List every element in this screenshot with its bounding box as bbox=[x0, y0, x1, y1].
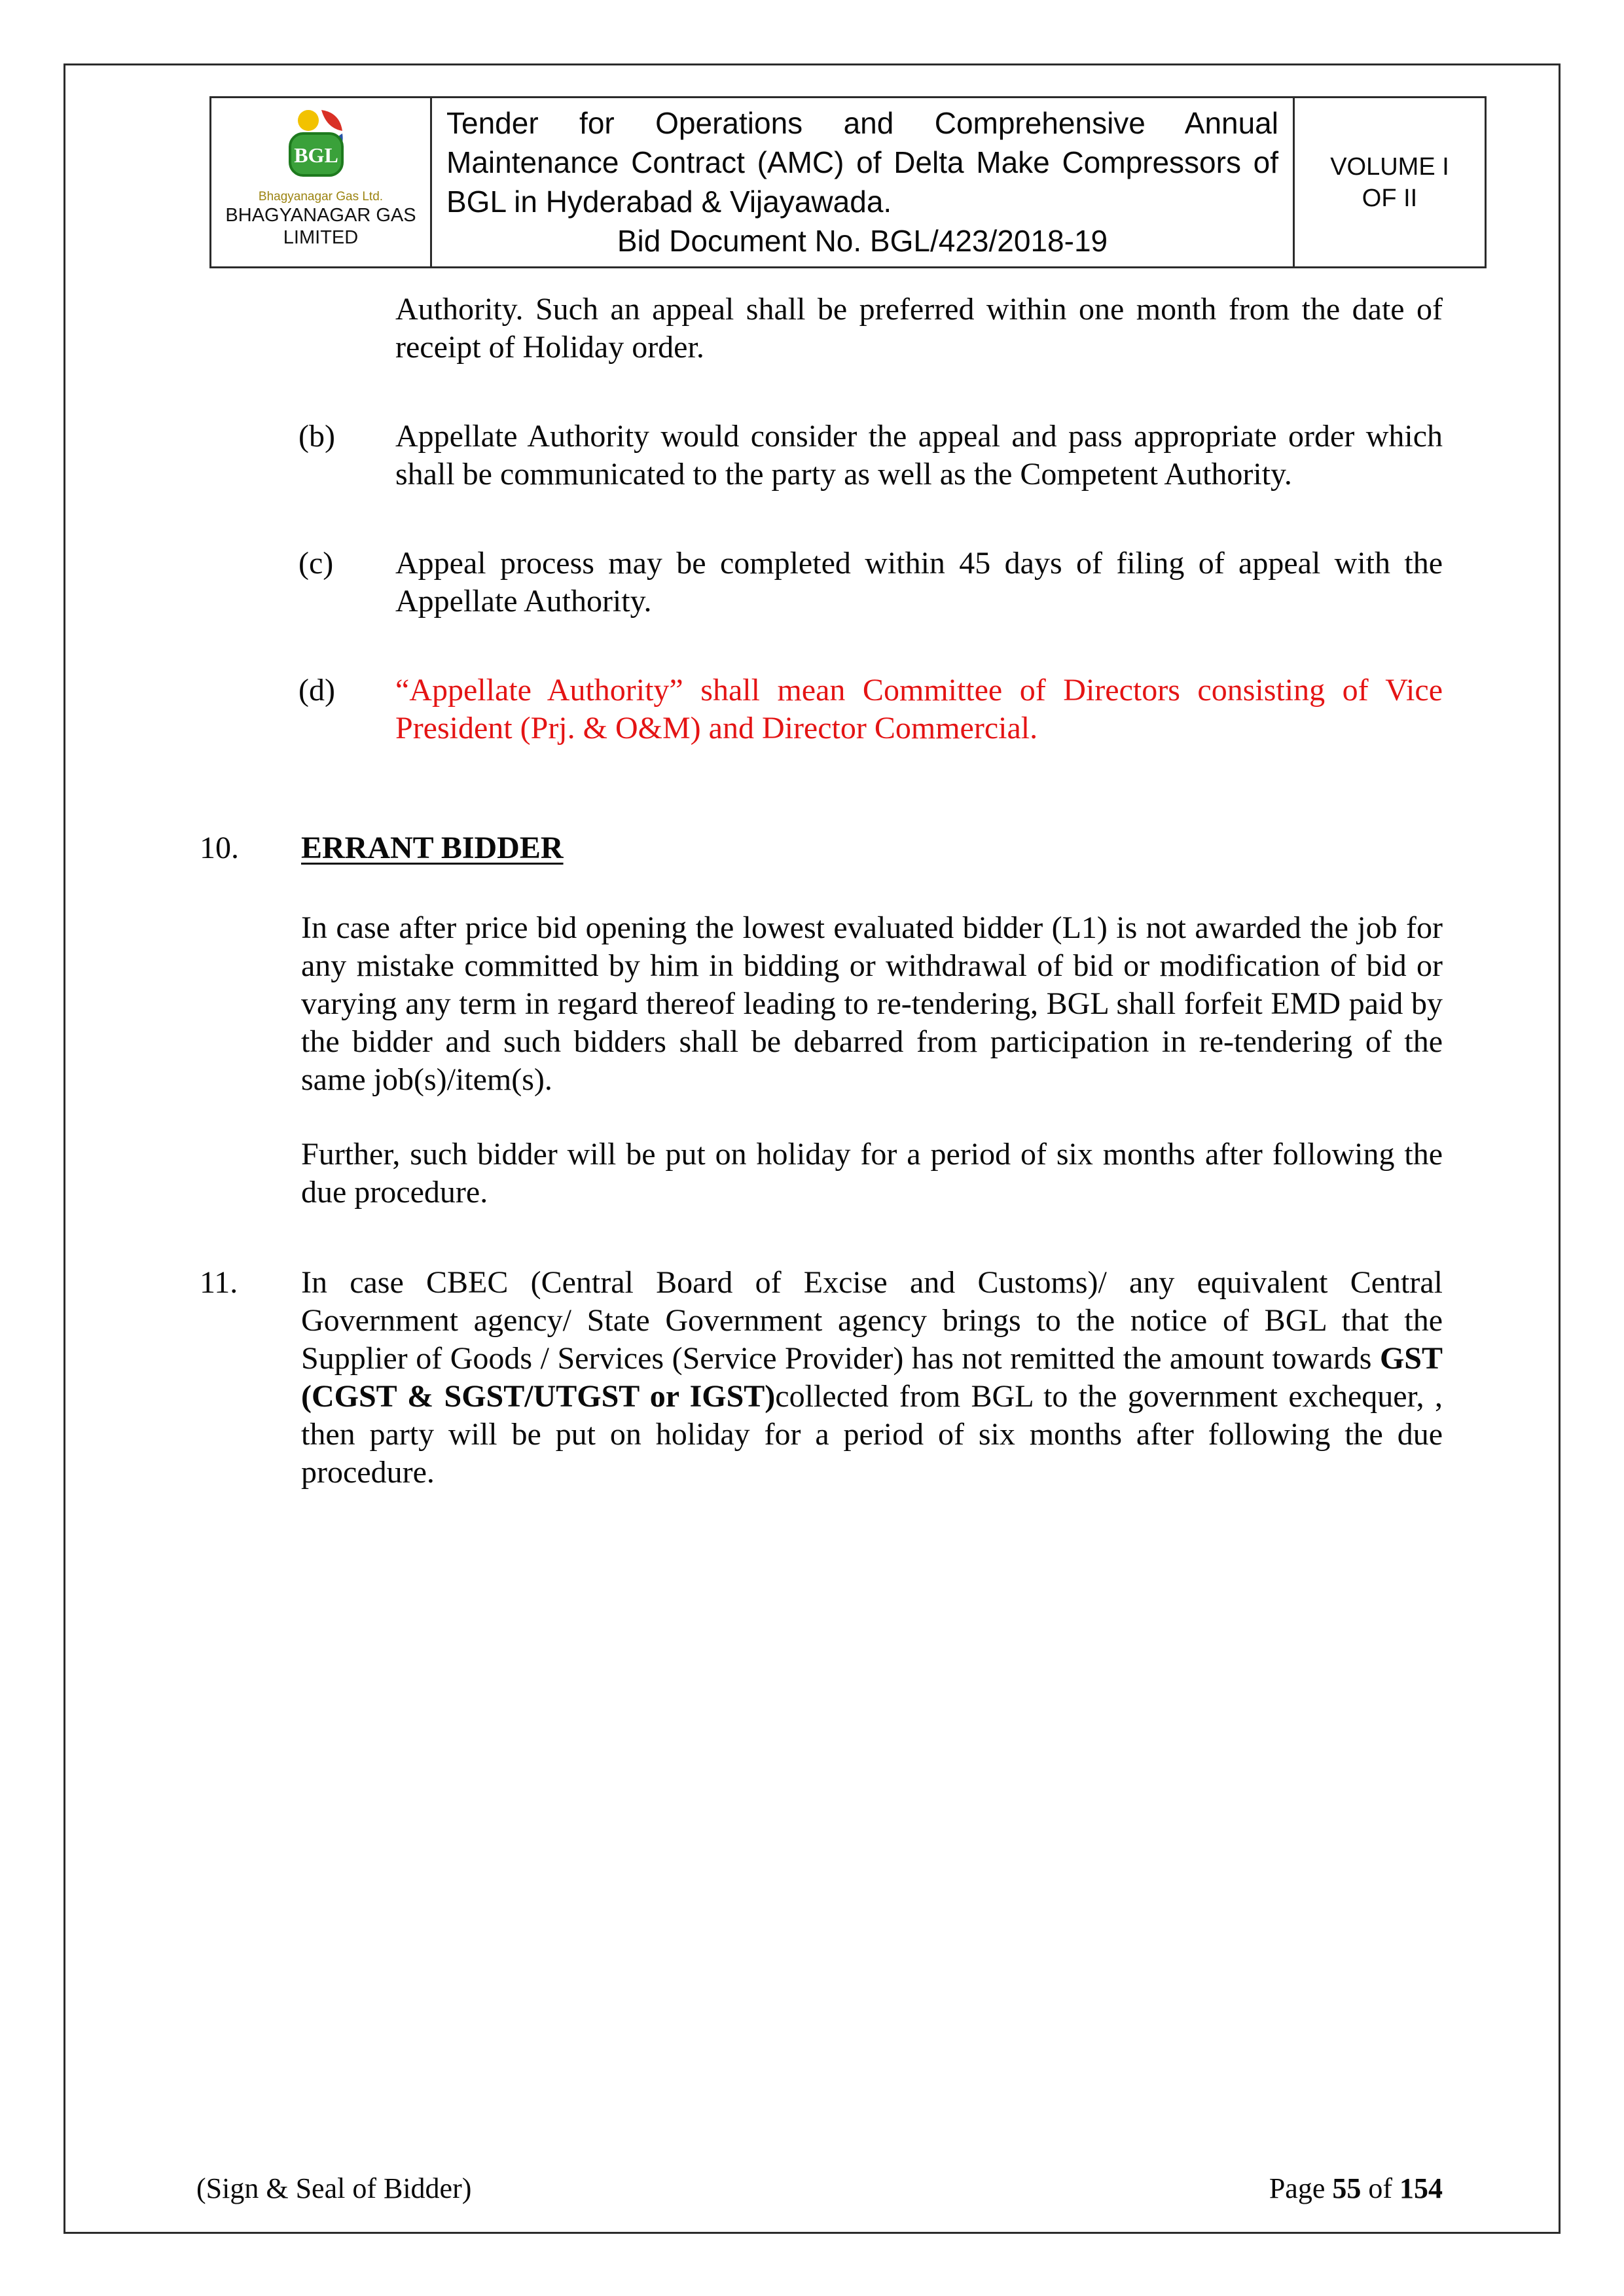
list-item-b bbox=[298, 418, 1443, 493]
list-text-d: “Appellate Authority” shall mean Committee of Directors consisting of Vice President (Prj. & O&M) and Director Commercial. bbox=[395, 673, 1443, 745]
list-text-b: Appellate Authority would consider the appeal and pass appropriate order which shall be communicated to the party as well as the Competent Authority. bbox=[395, 419, 1443, 492]
section-10-paragraph-2: Further, such bidder will be put on holiday for a period of six months after following the due procedure. bbox=[301, 1137, 1443, 1210]
page-total: 154 bbox=[1399, 2172, 1443, 2204]
logo-monogram: BGL bbox=[294, 143, 338, 167]
volume-line1: VOLUME I bbox=[1330, 152, 1449, 181]
section-10-number: 10. bbox=[200, 831, 239, 865]
paragraph-continuation: Authority. Such an appeal shall be preferred within one month from the date of receipt of Holiday order. bbox=[395, 292, 1443, 365]
logo-cell bbox=[211, 98, 430, 266]
section-11-text-bold: GST (CGST & SGST/UTGST or IGST) bbox=[301, 1341, 1443, 1414]
document-body bbox=[0, 291, 1624, 1492]
section-11-number: 11. bbox=[200, 1265, 238, 1300]
logo-caption: Bhagyanagar Gas Ltd. bbox=[258, 190, 384, 204]
org-name-line2: LIMITED bbox=[283, 227, 359, 248]
list-marker-c: (c) bbox=[298, 546, 334, 581]
page-footer bbox=[0, 2172, 1624, 2206]
bgl-logo-icon bbox=[272, 105, 370, 190]
page-word: Page bbox=[1269, 2172, 1333, 2204]
header-table bbox=[209, 96, 1487, 268]
list-text-c: Appeal process may be completed within 45 days of filing of appeal with the Appellate Authority. bbox=[395, 546, 1443, 619]
page-indicator bbox=[1269, 2172, 1443, 2206]
section-10-heading-row bbox=[200, 829, 1443, 867]
section-10-heading: ERRANT BIDDER bbox=[301, 831, 564, 865]
org-name-line1: BHAGYANAGAR GAS bbox=[225, 205, 416, 226]
list-item-d bbox=[298, 672, 1443, 747]
section-11-text-before: In case CBEC (Central Board of Excise and Customs)/ any equivalent Central Government agency/ State Government agency brings to the notice of BGL that the Supplier of Goods / Services (Service Provider) has not remitted the amount towards bbox=[301, 1265, 1443, 1376]
volume-line2: OF II bbox=[1362, 184, 1418, 212]
list-marker-d: (d) bbox=[298, 673, 335, 708]
page-of-word: of bbox=[1361, 2172, 1399, 2204]
section-11-text bbox=[301, 1264, 1443, 1492]
list-marker-b: (b) bbox=[298, 419, 335, 454]
section-11-item bbox=[200, 1264, 1443, 1492]
volume-cell bbox=[1293, 98, 1485, 266]
section-10-paragraph-1: In case after price bid opening the lowest evaluated bidder (L1) is not awarded the job for any mistake committed by him in bidding or withdrawal of bid or modification of bid or varying any term in regard thereof leading to re-tendering, BGL shall forfeit EMD paid by the bidder and such bidders shall be debarred from participation in re-tendering of the same job(s)/item(s). bbox=[301, 910, 1443, 1097]
list-item-c bbox=[298, 545, 1443, 620]
section-11-text-after: collected from BGL to the government exchequer, , then party will be put on holiday for a period of six months after following the due procedure. bbox=[301, 1379, 1443, 1490]
tender-title: Tender for Operations and Comprehensive Annual Maintenance Contract (AMC) of Delta Make Compressors of BGL in Hyderabad & Vijayawada. bbox=[446, 106, 1278, 219]
sign-seal-note: (Sign & Seal of Bidder) bbox=[196, 2172, 472, 2204]
title-cell bbox=[430, 98, 1293, 266]
page-number: 55 bbox=[1332, 2172, 1362, 2204]
bid-document-number: Bid Document No. BGL/423/2018-19 bbox=[617, 224, 1108, 258]
